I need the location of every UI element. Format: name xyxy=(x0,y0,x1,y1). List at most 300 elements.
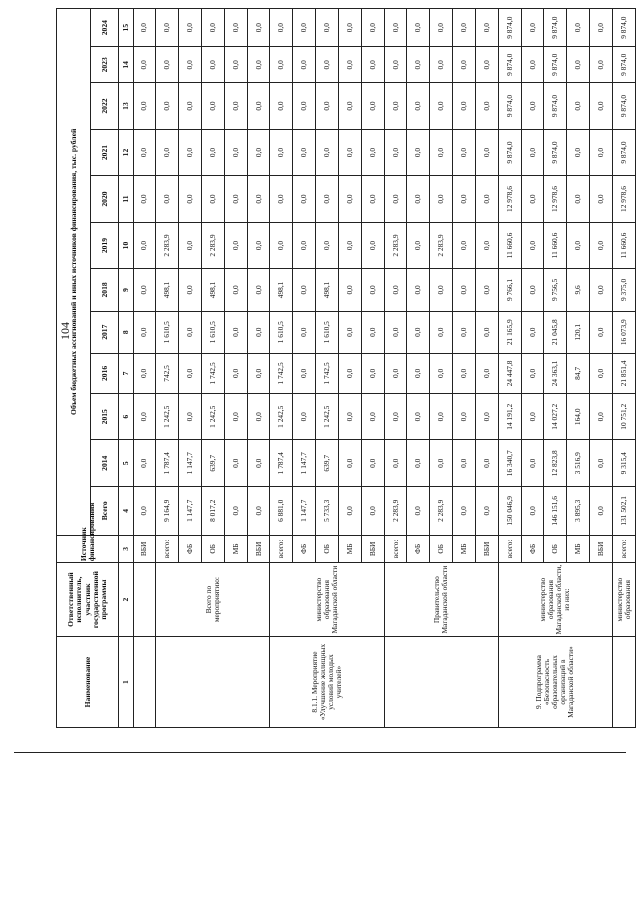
cell-value: 12 978,6 xyxy=(544,176,567,223)
cell-value: 1 242,5 xyxy=(201,394,224,441)
cell-value: 0,0 xyxy=(247,176,270,223)
cell-value: 0,0 xyxy=(590,311,613,353)
cell-value: 0,0 xyxy=(521,353,544,393)
header-year: 2021 xyxy=(91,129,119,176)
cell-value: 0,0 xyxy=(521,311,544,353)
cell-value: 9 874,0 xyxy=(544,9,567,47)
cell-value: 9 315,4 xyxy=(612,440,635,487)
cell-value: 6 881,0 xyxy=(270,487,293,536)
cell-value: 1 610,5 xyxy=(156,311,179,353)
cell-value: 0,0 xyxy=(567,47,590,83)
cell-value: 0,0 xyxy=(453,353,476,393)
cell-value: 0,0 xyxy=(521,222,544,269)
cell-value: 0,0 xyxy=(270,222,293,269)
cell-value: 0,0 xyxy=(590,83,613,130)
cell-source: ОБ xyxy=(430,535,453,562)
cell-value: 9 874,0 xyxy=(498,83,521,130)
cell-value: 0,0 xyxy=(590,353,613,393)
cell-value: 0,0 xyxy=(201,129,224,176)
cell-value: 0,0 xyxy=(247,47,270,83)
cell-value: 1 610,5 xyxy=(270,311,293,353)
column-number: 13 xyxy=(119,83,133,130)
cell-value: 0,0 xyxy=(453,487,476,536)
cell-value: 9 874,0 xyxy=(612,47,635,83)
cell-value: 0,0 xyxy=(384,394,407,441)
cell-value: 1 242,5 xyxy=(316,394,339,441)
cell-source: ФБ xyxy=(179,535,202,562)
cell-value: 21 851,4 xyxy=(612,353,635,393)
cell-value: 1 742,5 xyxy=(270,353,293,393)
cell-source: всего: xyxy=(498,535,521,562)
cell-value: 0,0 xyxy=(338,394,361,441)
cell-source: ФБ xyxy=(521,535,544,562)
cell-value: 0,0 xyxy=(407,176,430,223)
cell-value: 9 874,0 xyxy=(612,9,635,47)
cell-value: 498,1 xyxy=(316,269,339,311)
cell-source: всего: xyxy=(270,535,293,562)
cell-value: 0,0 xyxy=(361,311,384,353)
cell-value: 0,0 xyxy=(590,222,613,269)
column-numbers-row xyxy=(119,9,133,728)
cell-value: 1 742,5 xyxy=(316,353,339,393)
cell-value: 12 978,6 xyxy=(498,176,521,223)
cell-value: 0,0 xyxy=(338,269,361,311)
cell-value: 9 874,0 xyxy=(544,83,567,130)
cell-value: 0,0 xyxy=(133,394,156,441)
column-number: 7 xyxy=(119,353,133,393)
cell-value: 12 823,8 xyxy=(544,440,567,487)
column-number: 4 xyxy=(119,487,133,536)
cell-value: 2 283,9 xyxy=(430,222,453,269)
cell-value: 0,0 xyxy=(361,353,384,393)
cell-value: 9 874,0 xyxy=(498,47,521,83)
cell-value: 120,1 xyxy=(567,311,590,353)
cell-value: 0,0 xyxy=(338,353,361,393)
cell-value: 1 242,5 xyxy=(156,394,179,441)
cell-value: 0,0 xyxy=(247,440,270,487)
cell-value: 0,0 xyxy=(590,47,613,83)
cell-value: 0,0 xyxy=(179,83,202,130)
cell-source: всего: xyxy=(156,535,179,562)
cell-executor: Всего по мероприятию: xyxy=(156,563,270,637)
cell-value: 5 733,3 xyxy=(316,487,339,536)
cell-source: ФБ xyxy=(293,535,316,562)
cell-value: 0,0 xyxy=(293,311,316,353)
header-year: 2022 xyxy=(91,83,119,130)
column-number: 2 xyxy=(119,563,133,637)
cell-value: 0,0 xyxy=(293,269,316,311)
cell-value: 0,0 xyxy=(361,394,384,441)
cell-value: 0,0 xyxy=(430,394,453,441)
cell-source: ВБИ xyxy=(133,535,156,562)
cell-value: 0,0 xyxy=(338,9,361,47)
cell-value: 0,0 xyxy=(156,47,179,83)
cell-value: 1 147,7 xyxy=(179,487,202,536)
cell-value: 0,0 xyxy=(224,487,247,536)
table-row xyxy=(270,9,293,728)
cell-value: 0,0 xyxy=(179,269,202,311)
cell-value: 0,0 xyxy=(133,47,156,83)
column-number: 14 xyxy=(119,47,133,83)
cell-source: ВБИ xyxy=(475,535,498,562)
cell-value: 0,0 xyxy=(338,129,361,176)
cell-value: 0,0 xyxy=(133,487,156,536)
cell-value: 0,0 xyxy=(179,47,202,83)
header-year: 2016 xyxy=(91,353,119,393)
cell-value: 0,0 xyxy=(521,176,544,223)
cell-value: 1 242,5 xyxy=(270,394,293,441)
cell-value: 0,0 xyxy=(361,440,384,487)
cell-value: 0,0 xyxy=(247,487,270,536)
cell-value: 0,0 xyxy=(361,222,384,269)
cell-value: 9 874,0 xyxy=(544,47,567,83)
cell-value: 0,0 xyxy=(567,222,590,269)
cell-value: 0,0 xyxy=(247,222,270,269)
cell-value: 0,0 xyxy=(475,47,498,83)
cell-value: 0,0 xyxy=(201,47,224,83)
cell-value: 1 147,7 xyxy=(179,440,202,487)
cell-value: 0,0 xyxy=(407,487,430,536)
cell-value: 3 516,9 xyxy=(567,440,590,487)
cell-value: 0,0 xyxy=(293,9,316,47)
cell-value: 0,0 xyxy=(247,269,270,311)
cell-value: 0,0 xyxy=(133,83,156,130)
cell-value: 498,1 xyxy=(201,269,224,311)
cell-value: 0,0 xyxy=(224,353,247,393)
cell-value: 0,0 xyxy=(430,129,453,176)
cell-source: ОБ xyxy=(544,535,567,562)
cell-value: 9 375,0 xyxy=(612,269,635,311)
cell-value: 9 874,0 xyxy=(612,129,635,176)
cell-value: 0,0 xyxy=(475,176,498,223)
cell-value: 0,0 xyxy=(361,176,384,223)
cell-value: 0,0 xyxy=(270,47,293,83)
cell-value: 2 283,9 xyxy=(430,487,453,536)
cell-executor: министерство образования Магаданской области xyxy=(270,563,384,637)
cell-value: 1 610,5 xyxy=(201,311,224,353)
cell-value: 0,0 xyxy=(316,176,339,223)
cell-value: 0,0 xyxy=(201,176,224,223)
cell-value: 9 164,9 xyxy=(156,487,179,536)
cell-value: 0,0 xyxy=(179,129,202,176)
cell-value: 0,0 xyxy=(453,47,476,83)
column-number: 5 xyxy=(119,440,133,487)
cell-source: ФБ xyxy=(407,535,430,562)
header-year: 2019 xyxy=(91,222,119,269)
cell-value: 0,0 xyxy=(316,9,339,47)
cell-value: 1 147,7 xyxy=(293,440,316,487)
cell-value: 0,0 xyxy=(521,47,544,83)
cell-value: 0,0 xyxy=(293,47,316,83)
cell-value: 0,0 xyxy=(224,394,247,441)
cell-value: 9 766,1 xyxy=(498,269,521,311)
cell-value: 12 978,6 xyxy=(612,176,635,223)
cell-value: 0,0 xyxy=(179,311,202,353)
cell-value: 0,0 xyxy=(224,440,247,487)
cell-value: 0,0 xyxy=(453,83,476,130)
cell-value: 0,0 xyxy=(407,311,430,353)
cell-value: 0,0 xyxy=(407,353,430,393)
cell-value: 0,0 xyxy=(430,440,453,487)
cell-value: 0,0 xyxy=(475,129,498,176)
table-row xyxy=(156,9,179,728)
cell-value: 0,0 xyxy=(293,129,316,176)
cell-value: 1 787,4 xyxy=(270,440,293,487)
cell-value: 0,0 xyxy=(179,222,202,269)
column-number: 6 xyxy=(119,394,133,441)
column-number: 8 xyxy=(119,311,133,353)
cell-value: 0,0 xyxy=(384,47,407,83)
cell-value: 0,0 xyxy=(430,311,453,353)
cell-value: 639,7 xyxy=(316,440,339,487)
header-year: 2017 xyxy=(91,311,119,353)
cell-value: 1 610,5 xyxy=(316,311,339,353)
budget-table-rotated xyxy=(56,8,636,728)
table-row xyxy=(498,9,521,728)
cell-value: 0,0 xyxy=(430,353,453,393)
cell-value: 14 191,2 xyxy=(498,394,521,441)
cell-value: 0,0 xyxy=(407,129,430,176)
header-row-top xyxy=(57,9,91,728)
cell-value: 0,0 xyxy=(361,129,384,176)
table-row xyxy=(612,9,635,728)
cell-value: 21 165,9 xyxy=(498,311,521,353)
cell-value: 0,0 xyxy=(521,9,544,47)
cell-value: 0,0 xyxy=(361,269,384,311)
cell-value: 0,0 xyxy=(475,394,498,441)
table-row xyxy=(384,9,407,728)
cell-value: 0,0 xyxy=(384,129,407,176)
cell-value: 0,0 xyxy=(156,9,179,47)
cell-value: 0,0 xyxy=(475,440,498,487)
cell-value: 14 027,2 xyxy=(544,394,567,441)
cell-value: 0,0 xyxy=(247,353,270,393)
cell-value: 0,0 xyxy=(316,47,339,83)
cell-value: 9 756,5 xyxy=(544,269,567,311)
cell-executor: министерство образования Магаданской области, из них: xyxy=(498,563,612,637)
cell-value: 2 283,9 xyxy=(201,222,224,269)
cell-value: 0,0 xyxy=(133,129,156,176)
cell-value: 0,0 xyxy=(156,176,179,223)
cell-value: 11 660,6 xyxy=(612,222,635,269)
cell-value: 0,0 xyxy=(293,222,316,269)
cell-value: 0,0 xyxy=(247,311,270,353)
cell-value: 0,0 xyxy=(590,9,613,47)
cell-value: 0,0 xyxy=(407,222,430,269)
header-source: Источник финансирования xyxy=(57,535,119,562)
cell-executor: Правительство Магаданской области xyxy=(384,563,498,637)
header-year: 2014 xyxy=(91,440,119,487)
cell-value: 0,0 xyxy=(270,129,293,176)
cell-value: 0,0 xyxy=(270,176,293,223)
cell-value: 0,0 xyxy=(407,47,430,83)
column-number: 9 xyxy=(119,269,133,311)
cell-value: 0,0 xyxy=(361,83,384,130)
cell-value: 1 787,4 xyxy=(156,440,179,487)
cell-executor: министерство образования xyxy=(612,563,635,637)
cell-value: 0,0 xyxy=(293,353,316,393)
cell-value: 0,0 xyxy=(338,311,361,353)
cell-value: 0,0 xyxy=(316,83,339,130)
cell-value: 0,0 xyxy=(567,83,590,130)
cell-value: 0,0 xyxy=(293,394,316,441)
column-number: 3 xyxy=(119,535,133,562)
cell-value: 0,0 xyxy=(270,9,293,47)
cell-value: 0,0 xyxy=(338,487,361,536)
cell-value: 0,0 xyxy=(224,129,247,176)
cell-source: МБ xyxy=(453,535,476,562)
cell-value: 0,0 xyxy=(384,269,407,311)
cell-value: 9 874,0 xyxy=(612,83,635,130)
cell-value: 0,0 xyxy=(475,222,498,269)
cell-value: 742,5 xyxy=(156,353,179,393)
column-number: 10 xyxy=(119,222,133,269)
cell-value: 0,0 xyxy=(407,394,430,441)
cell-source: ВБИ xyxy=(247,535,270,562)
cell-source: ОБ xyxy=(201,535,224,562)
cell-name xyxy=(384,637,498,728)
cell-value: 0,0 xyxy=(430,83,453,130)
header-total: Всего xyxy=(91,487,119,536)
cell-value: 2 283,9 xyxy=(156,222,179,269)
budget-table xyxy=(56,8,636,728)
cell-value: 10 751,2 xyxy=(612,394,635,441)
cell-value: 498,1 xyxy=(156,269,179,311)
cell-name xyxy=(133,637,156,728)
cell-value: 0,0 xyxy=(521,269,544,311)
header-year: 2023 xyxy=(91,47,119,83)
cell-value: 0,0 xyxy=(224,222,247,269)
cell-value: 0,0 xyxy=(590,176,613,223)
cell-value: 0,0 xyxy=(475,487,498,536)
cell-value: 0,0 xyxy=(453,269,476,311)
cell-value: 0,0 xyxy=(384,83,407,130)
cell-value: 0,0 xyxy=(590,487,613,536)
cell-value: 0,0 xyxy=(224,47,247,83)
cell-value: 0,0 xyxy=(338,440,361,487)
cell-value: 9 874,0 xyxy=(498,129,521,176)
cell-source: МБ xyxy=(224,535,247,562)
cell-value: 0,0 xyxy=(407,9,430,47)
cell-name: 9. Подпрограмма «Безопасность образовательных организаций в Магаданской области» xyxy=(498,637,612,728)
cell-value: 164,0 xyxy=(567,394,590,441)
cell-value: 0,0 xyxy=(384,176,407,223)
cell-value: 1 147,7 xyxy=(293,487,316,536)
cell-value: 0,0 xyxy=(430,9,453,47)
cell-value: 0,0 xyxy=(475,9,498,47)
cell-value: 0,0 xyxy=(133,353,156,393)
cell-executor xyxy=(133,563,156,637)
cell-value: 0,0 xyxy=(179,353,202,393)
cell-value: 0,0 xyxy=(247,394,270,441)
cell-value: 16 340,7 xyxy=(498,440,521,487)
cell-value: 0,0 xyxy=(338,47,361,83)
column-number: 15 xyxy=(119,9,133,47)
cell-value: 0,0 xyxy=(453,222,476,269)
cell-value: 0,0 xyxy=(430,269,453,311)
header-year: 2024 xyxy=(91,9,119,47)
cell-source: МБ xyxy=(567,535,590,562)
cell-value: 0,0 xyxy=(247,83,270,130)
column-number: 1 xyxy=(119,637,133,728)
cell-value: 0,0 xyxy=(521,394,544,441)
cell-value: 0,0 xyxy=(201,9,224,47)
header-year: 2018 xyxy=(91,269,119,311)
cell-value: 0,0 xyxy=(224,9,247,47)
cell-value: 0,0 xyxy=(247,9,270,47)
cell-value: 0,0 xyxy=(201,83,224,130)
cell-value: 639,7 xyxy=(201,440,224,487)
cell-value: 150 046,9 xyxy=(498,487,521,536)
cell-value: 9 874,0 xyxy=(544,129,567,176)
cell-value: 0,0 xyxy=(430,47,453,83)
cell-value: 0,0 xyxy=(224,83,247,130)
cell-value: 0,0 xyxy=(338,222,361,269)
cell-value: 0,0 xyxy=(224,311,247,353)
cell-value: 0,0 xyxy=(407,440,430,487)
cell-value: 0,0 xyxy=(590,394,613,441)
cell-source: всего: xyxy=(384,535,407,562)
cell-value: 0,0 xyxy=(179,176,202,223)
cell-value: 0,0 xyxy=(133,9,156,47)
cell-value: 0,0 xyxy=(407,269,430,311)
cell-value: 0,0 xyxy=(521,129,544,176)
cell-value: 0,0 xyxy=(179,9,202,47)
cell-value: 0,0 xyxy=(475,269,498,311)
cell-source: ВБИ xyxy=(590,535,613,562)
cell-value: 0,0 xyxy=(430,176,453,223)
cell-value: 0,0 xyxy=(133,269,156,311)
cell-value: 2 283,9 xyxy=(384,487,407,536)
column-number: 11 xyxy=(119,176,133,223)
cell-name xyxy=(612,637,635,728)
cell-value: 0,0 xyxy=(475,83,498,130)
cell-value: 0,0 xyxy=(384,311,407,353)
cell-value: 21 045,8 xyxy=(544,311,567,353)
cell-value: 0,0 xyxy=(567,176,590,223)
cell-value: 24 363,1 xyxy=(544,353,567,393)
cell-value: 0,0 xyxy=(224,176,247,223)
cell-value: 0,0 xyxy=(475,311,498,353)
header-executor: Ответственный исполнитель, участник государственной программы xyxy=(57,563,119,637)
header-volume: Объем бюджетных ассигнований и иных источников финансирования, тыс. рублей xyxy=(57,9,91,536)
cell-value: 0,0 xyxy=(316,129,339,176)
cell-name xyxy=(156,637,270,728)
cell-value: 0,0 xyxy=(521,83,544,130)
cell-value: 0,0 xyxy=(133,222,156,269)
cell-name: 8.1.1. Мероприятие «Улучшение жилищных условий молодых учителей» xyxy=(270,637,384,728)
table-row xyxy=(133,9,156,728)
cell-value: 0,0 xyxy=(453,440,476,487)
cell-value: 0,0 xyxy=(156,83,179,130)
cell-value: 0,0 xyxy=(453,176,476,223)
cell-value: 0,0 xyxy=(590,440,613,487)
cell-value: 0,0 xyxy=(224,269,247,311)
cell-value: 0,0 xyxy=(567,9,590,47)
cell-value: 0,0 xyxy=(133,311,156,353)
cell-value: 11 660,6 xyxy=(498,222,521,269)
cell-value: 0,0 xyxy=(384,440,407,487)
cell-value: 0,0 xyxy=(338,83,361,130)
cell-value: 0,0 xyxy=(453,394,476,441)
cell-value: 9,6 xyxy=(567,269,590,311)
cell-value: 131 502,1 xyxy=(612,487,635,536)
cell-value: 2 283,9 xyxy=(384,222,407,269)
cell-source: МБ xyxy=(338,535,361,562)
header-year: 2020 xyxy=(91,176,119,223)
cell-value: 0,0 xyxy=(338,176,361,223)
cell-source: ВБИ xyxy=(361,535,384,562)
